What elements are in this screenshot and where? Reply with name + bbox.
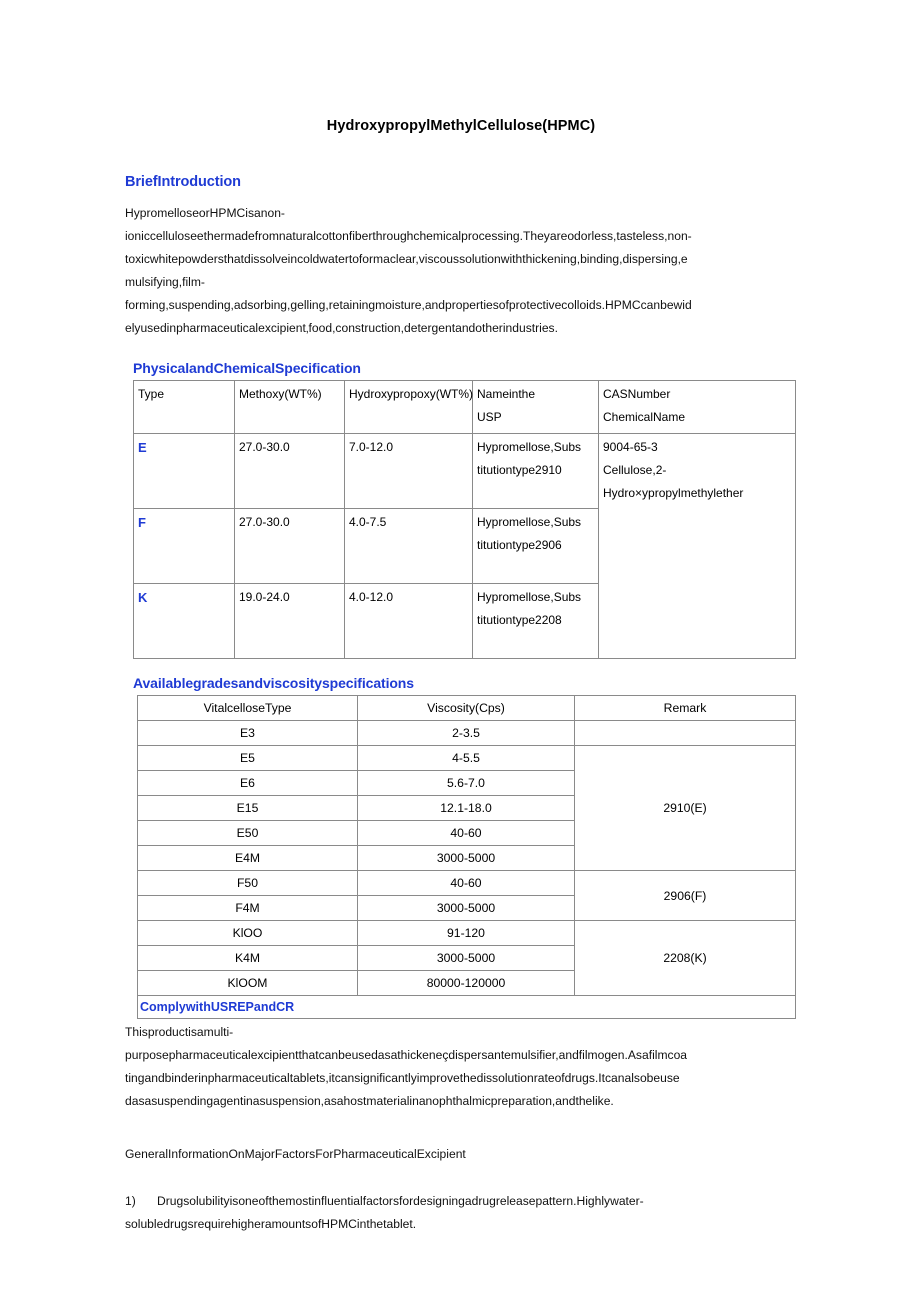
paragraph-line: Thisproductisamulti- bbox=[125, 1025, 234, 1039]
header-cell-methoxy: Methoxy(WT%) bbox=[235, 381, 345, 434]
paragraph-line: HypromelloseorHPMCisanon- bbox=[125, 206, 285, 220]
cell-line: Hypromellose,Subs bbox=[477, 590, 582, 604]
cell-viscosity: 40-60 bbox=[358, 871, 575, 896]
cell-hydroxypropoxy: 7.0-12.0 bbox=[345, 434, 473, 509]
paragraph-line: purposepharmaceuticalexcipientthatcanbeusedasathickeneçdispersantemulsifier,andfilmogen.Asafilmcoa bbox=[125, 1048, 688, 1062]
table-row bbox=[134, 434, 796, 509]
header-cell-hydroxypropoxy: Hydroxypropoxy(WT%) bbox=[345, 381, 473, 434]
cell-cas-chemical-name bbox=[599, 434, 796, 659]
header-cell-type: Type bbox=[134, 381, 235, 434]
list-item-line bbox=[125, 1190, 797, 1213]
cell-usp-name bbox=[473, 509, 599, 584]
cell-viscosity: 3000-5000 bbox=[358, 946, 575, 971]
cell-viscosity: 91-120 bbox=[358, 921, 575, 946]
cell-grade-type: E5 bbox=[138, 746, 358, 771]
table-row bbox=[138, 746, 796, 771]
paragraph-line: forming,suspending,adsorbing,gelling,retainingmoisture,andpropertiesofprotectivecolloids.HPMCcanbewid bbox=[125, 298, 692, 312]
section-heading-available-grades: Availablegradesandviscosityspecifications bbox=[133, 675, 414, 691]
cell-viscosity: 40-60 bbox=[358, 821, 575, 846]
cell-grade-type: KlOOM bbox=[138, 971, 358, 996]
cell-line: Cellulose,2- bbox=[603, 463, 667, 477]
cell-type: E bbox=[134, 434, 235, 509]
cell-viscosity: 3000-5000 bbox=[358, 896, 575, 921]
paragraph-line: elyusedinpharmaceuticalexcipient‚food,construction,detergentandotherindustries. bbox=[125, 321, 558, 335]
cell-viscosity: 4-5.5 bbox=[358, 746, 575, 771]
cell-line: titutiontype2910 bbox=[477, 463, 562, 477]
paragraph-line: tingandbinderinpharmaceuticaltablets,itcansignificantlyimprovethedissolutionrateofdrugs.Itcanalsobeuse bbox=[125, 1071, 680, 1085]
cell-line: Hypromellose,Subs bbox=[477, 515, 582, 529]
list-item-line: solubledrugsrequirehigheramountsofHPMCinthetablet. bbox=[125, 1217, 417, 1231]
cell-line: 9004-65-3 bbox=[603, 440, 658, 454]
header-line: CASNumber bbox=[603, 387, 671, 401]
cell-grade-type: E3 bbox=[138, 721, 358, 746]
cell-methoxy: 27.0-30.0 bbox=[235, 509, 345, 584]
cell-grade-type: KlOO bbox=[138, 921, 358, 946]
cell-methoxy: 27.0-30.0 bbox=[235, 434, 345, 509]
usage-paragraph bbox=[125, 1019, 797, 1113]
cell-usp-name bbox=[473, 434, 599, 509]
header-line: USP bbox=[477, 410, 502, 424]
cell-grade-type: F50 bbox=[138, 871, 358, 896]
cell-line: Hypromellose,Subs bbox=[477, 440, 582, 454]
header-cell-remark: Remark bbox=[575, 696, 796, 721]
cell-viscosity: 12.1-18.0 bbox=[358, 796, 575, 821]
cell-hydroxypropoxy: 4.0-12.0 bbox=[345, 584, 473, 659]
header-line: Nameinthe bbox=[477, 387, 536, 401]
cell-grade-type: E6 bbox=[138, 771, 358, 796]
cell-viscosity: 3000-5000 bbox=[358, 846, 575, 871]
grades-viscosity-table bbox=[137, 695, 796, 1019]
cell-grade-type: E15 bbox=[138, 796, 358, 821]
brief-introduction-paragraph bbox=[125, 190, 797, 340]
cell-type: F bbox=[134, 509, 235, 584]
cell-hydroxypropoxy: 4.0-7.5 bbox=[345, 509, 473, 584]
header-cell-name-in-usp bbox=[473, 381, 599, 434]
paragraph-line: toxicwhitepowdersthatdissolveincoldwatertoformaclear,viscoussolutionwiththickening,binding,dispersing,e bbox=[125, 252, 688, 266]
general-information-intro: GeneralInformationOnMajorFactorsForPharmaceuticalExcipient bbox=[125, 1147, 466, 1161]
section-heading-brief-introduction: BriefIntroduction bbox=[125, 174, 241, 190]
header-cell-cas-number bbox=[599, 381, 796, 434]
cell-line: Hydro×ypropylmethylether bbox=[603, 486, 744, 500]
cell-grade-type: E4M bbox=[138, 846, 358, 871]
cell-methoxy: 19.0-24.0 bbox=[235, 584, 345, 659]
cell-viscosity: 5.6-7.0 bbox=[358, 771, 575, 796]
cell-grade-type: K4M bbox=[138, 946, 358, 971]
cell-remark-blank bbox=[575, 721, 796, 746]
cell-grade-type: F4M bbox=[138, 896, 358, 921]
table-footer-row bbox=[138, 996, 796, 1019]
cell-remark-2906f: 2906(F) bbox=[575, 871, 796, 921]
paragraph-line: ioniccelluloseethermadefromnaturalcottonfiberthroughchemicalprocessing.Theyareodorless,tasteless,non- bbox=[125, 229, 692, 243]
document-content bbox=[125, 0, 797, 1236]
cell-remark-2208k: 2208(K) bbox=[575, 921, 796, 996]
table-header-row bbox=[138, 696, 796, 721]
cell-remark-2910e: 2910(E) bbox=[575, 746, 796, 871]
cell-compliance-note: ComplywithUSREPandCR bbox=[138, 996, 796, 1019]
general-information-item-1 bbox=[125, 1166, 797, 1236]
cell-grade-type: E50 bbox=[138, 821, 358, 846]
table-row bbox=[138, 721, 796, 746]
cell-viscosity: 80000-120000 bbox=[358, 971, 575, 996]
paragraph-line: mulsifying,film- bbox=[125, 275, 205, 289]
header-cell-vitalcellose-type: VitalcelloseType bbox=[138, 696, 358, 721]
cell-usp-name bbox=[473, 584, 599, 659]
table-row bbox=[138, 921, 796, 946]
header-line: ChemicalName bbox=[603, 410, 686, 424]
page-title: HydroxypropylMethylCellulose(HPMC) bbox=[326, 118, 596, 134]
cell-type: K bbox=[134, 584, 235, 659]
section-heading-physical-chemical-specification: PhysicalandChemicalSpecification bbox=[133, 360, 361, 376]
cell-line: titutiontype2208 bbox=[477, 613, 562, 627]
header-cell-viscosity: Viscosity(Cps) bbox=[358, 696, 575, 721]
list-item-number: 1) bbox=[125, 1194, 136, 1208]
cell-viscosity: 2-3.5 bbox=[358, 721, 575, 746]
list-item-text: Drugsolubilityisoneofthemostinfluentialfactorsfordesigningadrugreleasepattern.Highlywater- bbox=[157, 1194, 644, 1208]
paragraph-line: dasasuspendingagentinasuspension,asahostmaterialinanophthalmicpreparation,andthelike. bbox=[125, 1094, 614, 1108]
specification-table bbox=[133, 380, 796, 659]
table-header-row bbox=[134, 381, 796, 434]
cell-line: titutiontype2906 bbox=[477, 538, 562, 552]
table-row bbox=[138, 871, 796, 896]
